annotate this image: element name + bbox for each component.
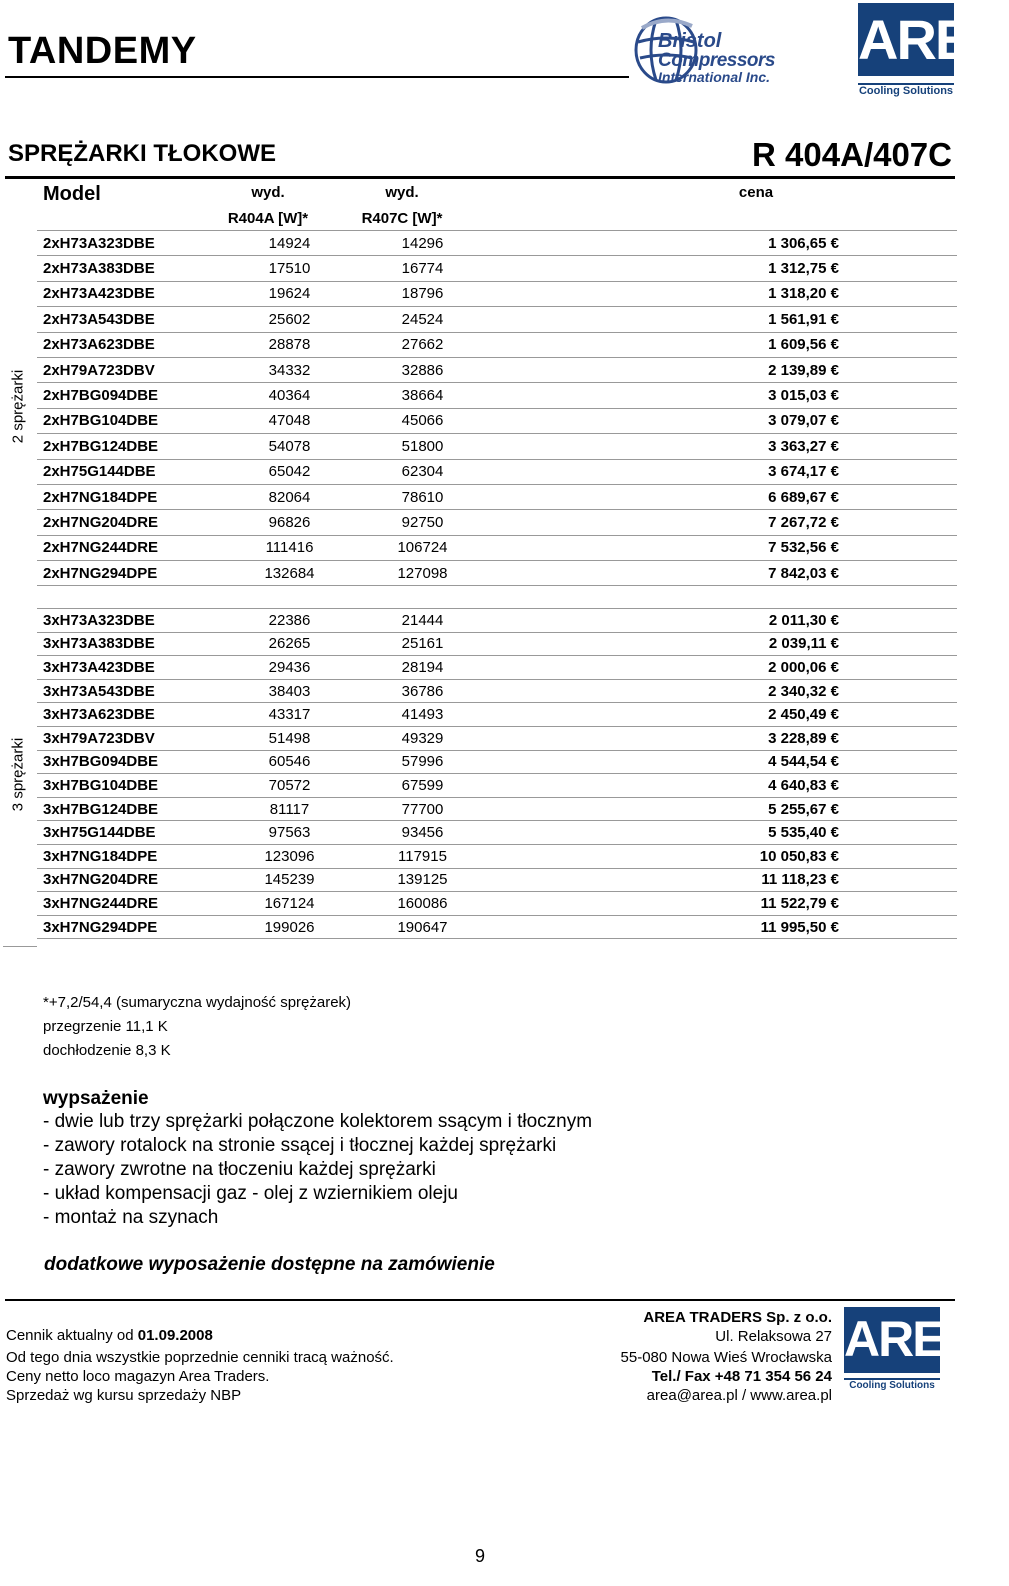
r407c-capacity-cell: 21444 [356,609,489,633]
price-cell: 11 522,79 € [689,892,843,916]
model-cell: 2xH73A323DBE [37,231,223,256]
note-capacity: *+7,2/54,4 (sumaryczna wydajność sprężarek) [43,994,352,1011]
price-cell: 7 267,72 € [689,510,843,535]
model-cell: 2xH75G144DBE [37,459,223,484]
model-cell: 2xH7NG244DRE [37,535,223,560]
note-subcooling: dochłodzenie 8,3 K [43,1042,171,1059]
model-cell: 2xH7BG094DBE [37,383,223,408]
area-logo [858,3,1009,97]
company-web: area@area.pl / www.area.pl [646,1387,832,1404]
r404a-capacity-cell: 47048 [223,408,356,433]
table-row [37,703,957,727]
spacer-cell [489,726,689,750]
title-rule [5,76,629,78]
two-compressor-table [37,230,957,586]
r404a-capacity-cell: 123096 [223,844,356,868]
spacer-cell [489,703,689,727]
table-row [37,231,957,256]
equipment-item: - układ kompensacji gaz - olej z wziernikiem oleju [43,1183,459,1204]
price-cell: 1 561,91 € [689,307,843,332]
table-row [37,307,957,332]
price-cell: 4 544,54 € [689,750,843,774]
price-cell: 7 842,03 € [689,561,843,586]
model-cell: 2xH7BG104DBE [37,408,223,433]
r407c-capacity-cell: 127098 [356,561,489,586]
price-cell: 5 535,40 € [689,821,843,845]
area-logo-word: AREA [844,1311,978,1368]
price-cell: 1 318,20 € [689,281,843,306]
model-cell: 2xH79A723DBV [37,357,223,382]
table-row [37,510,957,535]
column-price-header: cena [738,184,774,201]
r404a-capacity-cell: 43317 [223,703,356,727]
r404a-capacity-cell: 81117 [223,797,356,821]
table-row [37,383,957,408]
column-model-header: Model [43,183,101,205]
spacer-cell [489,750,689,774]
spacer-cell [489,774,689,798]
spacer-cell [843,750,957,774]
table-row [37,332,957,357]
table-row [37,726,957,750]
bristol-compressors-logo [632,4,832,90]
model-cell: 2xH73A383DBE [37,256,223,281]
footer-validity: Od tego dnia wszystkie poprzednie cenniki tracą ważność. [6,1349,394,1366]
page-title: TANDEMY [8,30,197,72]
model-cell: 2xH7NG204DRE [37,510,223,535]
group-2-label: 2 sprężarki [9,369,27,444]
extra-equipment-note: dodatkowe wyposażenie dostępne na zamówienie [44,1254,495,1275]
spacer-cell [489,868,689,892]
model-cell: 3xH7NG244DRE [37,892,223,916]
r404a-capacity-cell: 65042 [223,459,356,484]
price-cell: 2 000,06 € [689,656,843,680]
model-cell: 2xH7NG184DPE [37,484,223,509]
spacer-cell [843,383,957,408]
spacer-cell [489,892,689,916]
spacer-cell [843,892,957,916]
spacer-cell [489,561,689,586]
r404a-capacity-cell: 51498 [223,726,356,750]
r404a-capacity-cell: 145239 [223,868,356,892]
three-compressor-table [37,608,957,939]
spacer-cell [843,868,957,892]
r404a-capacity-cell: 70572 [223,774,356,798]
r407c-capacity-cell: 117915 [356,844,489,868]
r404a-capacity-cell: 199026 [223,915,356,939]
spacer-cell [843,656,957,680]
price-cell: 1 306,65 € [689,231,843,256]
page-number: 9 [474,1546,485,1566]
r404a-capacity-cell: 25602 [223,307,356,332]
table-row [37,484,957,509]
model-cell: 2xH73A543DBE [37,307,223,332]
spacer-cell [489,281,689,306]
r407c-capacity-cell: 28194 [356,656,489,680]
r404a-capacity-cell: 14924 [223,231,356,256]
model-cell: 3xH7BG104DBE [37,774,223,798]
r407c-capacity-cell: 77700 [356,797,489,821]
spacer-cell [489,357,689,382]
r404a-capacity-cell: 60546 [223,750,356,774]
r407c-capacity-cell: 190647 [356,915,489,939]
r407c-capacity-cell: 62304 [356,459,489,484]
r407c-capacity-cell: 139125 [356,868,489,892]
price-cell: 5 255,67 € [689,797,843,821]
r404a-capacity-cell: 54078 [223,434,356,459]
price-cell: 6 689,67 € [689,484,843,509]
price-cell: 2 039,11 € [689,632,843,656]
r407c-capacity-cell: 36786 [356,679,489,703]
model-cell: 3xH73A423DBE [37,656,223,680]
spacer-cell [843,408,957,433]
spacer-cell [843,281,957,306]
spacer-cell [843,679,957,703]
r404a-capacity-cell: 132684 [223,561,356,586]
column-r404a-header: wyd. [251,184,285,201]
r407c-capacity-cell: 160086 [356,892,489,916]
table-row [37,609,957,633]
model-cell: 3xH7NG204DRE [37,868,223,892]
bristol-line-2: Compressors [658,50,775,71]
model-cell: 3xH75G144DBE [37,821,223,845]
model-cell: 3xH7BG094DBE [37,750,223,774]
r404a-capacity-cell: 28878 [223,332,356,357]
spacer-cell [489,915,689,939]
equipment-item: - dwie lub trzy sprężarki połączone kolektorem ssącym i tłocznym [43,1111,593,1132]
spacer-cell [843,609,957,633]
r404a-capacity-cell: 26265 [223,632,356,656]
spacer-cell [843,231,957,256]
table-row [37,561,957,586]
area-logo-sub: Cooling Solutions [844,1378,940,1391]
spacer-cell [843,797,957,821]
r404a-capacity-cell: 97563 [223,821,356,845]
table-row [37,774,957,798]
spacer-cell [843,484,957,509]
column-r404a-unit: R404A [W]* [227,210,309,227]
column-r407c-unit: R407C [W]* [361,210,443,227]
r407c-capacity-cell: 45066 [356,408,489,433]
model-cell: 3xH7BG124DBE [37,797,223,821]
price-cell: 1 312,75 € [689,256,843,281]
price-list-date-line [6,1327,213,1344]
price-cell: 1 609,56 € [689,332,843,357]
table-row [37,915,957,939]
r407c-capacity-cell: 16774 [356,256,489,281]
r407c-capacity-cell: 67599 [356,774,489,798]
model-cell: 2xH73A423DBE [37,281,223,306]
refrigerant-label: R 404A/407C [752,136,952,173]
company-street: Ul. Relaksowa 27 [715,1328,832,1345]
spacer-cell [843,510,957,535]
model-cell: 3xH73A623DBE [37,703,223,727]
model-cell: 2xH7BG124DBE [37,434,223,459]
price-cell: 10 050,83 € [689,844,843,868]
company-phone: Tel./ Fax +48 71 354 56 24 [651,1368,832,1385]
spacer-cell [843,357,957,382]
spacer-cell [843,535,957,560]
r407c-capacity-cell: 41493 [356,703,489,727]
section-title: SPRĘŻARKI TŁOKOWE [8,140,276,167]
spacer-cell [489,679,689,703]
price-cell: 2 340,32 € [689,679,843,703]
table-row [37,821,957,845]
spacer-cell [843,256,957,281]
r404a-capacity-cell: 34332 [223,357,356,382]
equipment-title: wypsażenie [43,1088,149,1109]
company-city: 55-080 Nowa Wieś Wrocławska [620,1349,832,1366]
table-row [37,797,957,821]
spacer-cell [843,332,957,357]
price-list-prefix: Cennik aktualny od [6,1327,138,1344]
r407c-capacity-cell: 49329 [356,726,489,750]
spacer-cell [843,821,957,845]
model-cell: 2xH7NG294DPE [37,561,223,586]
price-cell: 7 532,56 € [689,535,843,560]
table-row [37,750,957,774]
r407c-capacity-cell: 25161 [356,632,489,656]
r404a-capacity-cell: 38403 [223,679,356,703]
r407c-capacity-cell: 78610 [356,484,489,509]
r404a-capacity-cell: 17510 [223,256,356,281]
model-cell: 2xH73A623DBE [37,332,223,357]
spacer-cell [489,307,689,332]
r404a-capacity-cell: 111416 [223,535,356,560]
r407c-capacity-cell: 24524 [356,307,489,332]
company-name: AREA TRADERS Sp. z o.o. [643,1309,832,1326]
price-cell: 2 011,30 € [689,609,843,633]
r404a-capacity-cell: 22386 [223,609,356,633]
r404a-capacity-cell: 29436 [223,656,356,680]
bristol-line-1: Bristol [658,30,722,52]
r404a-capacity-cell: 167124 [223,892,356,916]
bristol-line-3: International Inc. [658,69,771,85]
model-cell: 3xH73A543DBE [37,679,223,703]
group-3-bottom-rule [3,946,37,947]
price-cell: 2 450,49 € [689,703,843,727]
r407c-capacity-cell: 14296 [356,231,489,256]
spacer-cell [843,561,957,586]
spacer-cell [843,459,957,484]
r407c-capacity-cell: 106724 [356,535,489,560]
spacer-cell [489,332,689,357]
footer-rule [5,1299,955,1301]
spacer-cell [843,703,957,727]
r407c-capacity-cell: 92750 [356,510,489,535]
table-row [37,844,957,868]
table-row [37,868,957,892]
table-row [37,892,957,916]
model-cell: 3xH79A723DBV [37,726,223,750]
section-rule [5,176,955,179]
price-cell: 3 674,17 € [689,459,843,484]
spacer-cell [489,484,689,509]
price-cell: 2 139,89 € [689,357,843,382]
spacer-cell [489,844,689,868]
table-row [37,408,957,433]
note-superheat: przegrzenie 11,1 K [43,1018,168,1035]
equipment-item: - zawory rotalock na stronie ssącej i tłocznej każdej sprężarki [43,1135,557,1156]
price-cell: 3 079,07 € [689,408,843,433]
price-cell: 3 228,89 € [689,726,843,750]
table-row [37,535,957,560]
r407c-capacity-cell: 57996 [356,750,489,774]
spacer-cell [489,459,689,484]
spacer-cell [489,383,689,408]
model-cell: 3xH7NG294DPE [37,915,223,939]
spacer-cell [843,726,957,750]
r407c-capacity-cell: 32886 [356,357,489,382]
table-row [37,679,957,703]
price-cell: 11 118,23 € [689,868,843,892]
price-cell: 11 995,50 € [689,915,843,939]
area-logo-sub: Cooling Solutions [858,85,954,97]
table-row [37,281,957,306]
footer-exchange-rate: Sprzedaż wg kursu sprzedaży NBP [6,1387,242,1404]
r407c-capacity-cell: 18796 [356,281,489,306]
spacer-cell [489,510,689,535]
r404a-capacity-cell: 19624 [223,281,356,306]
spacer-cell [489,797,689,821]
spacer-cell [489,535,689,560]
footer-net-prices: Ceny netto loco magazyn Area Traders. [6,1368,270,1385]
equipment-item: - zawory zwrotne na tłoczeniu każdej sprężarki [43,1159,436,1180]
price-list-date: 01.09.2008 [137,1327,213,1344]
price-cell: 4 640,83 € [689,774,843,798]
price-cell: 3 363,27 € [689,434,843,459]
model-cell: 3xH73A383DBE [37,632,223,656]
table-row [37,459,957,484]
area-logo-footer [844,1307,978,1391]
r407c-capacity-cell: 93456 [356,821,489,845]
spacer-cell [489,434,689,459]
spacer-cell [489,256,689,281]
spacer-cell [489,231,689,256]
spacer-cell [843,434,957,459]
equipment-item: - montaż na szynach [43,1207,219,1228]
model-cell: 3xH7NG184DPE [37,844,223,868]
spacer-cell [843,844,957,868]
spacer-cell [489,408,689,433]
table-row [37,256,957,281]
spacer-cell [489,821,689,845]
r407c-capacity-cell: 38664 [356,383,489,408]
table-row [37,357,957,382]
spacer-cell [489,632,689,656]
group-3-label: 3 sprężarki [9,737,27,812]
table-row [37,656,957,680]
column-r407c-header: wyd. [385,184,419,201]
model-cell: 3xH73A323DBE [37,609,223,633]
price-cell: 3 015,03 € [689,383,843,408]
spacer-cell [489,656,689,680]
r404a-capacity-cell: 96826 [223,510,356,535]
r407c-capacity-cell: 51800 [356,434,489,459]
r407c-capacity-cell: 27662 [356,332,489,357]
table-row [37,434,957,459]
table-row [37,632,957,656]
spacer-cell [843,632,957,656]
spacer-cell [843,307,957,332]
spacer-cell [489,609,689,633]
area-logo-word: AREA [858,7,1009,71]
spacer-cell [843,774,957,798]
r404a-capacity-cell: 82064 [223,484,356,509]
spacer-cell [843,915,957,939]
r404a-capacity-cell: 40364 [223,383,356,408]
